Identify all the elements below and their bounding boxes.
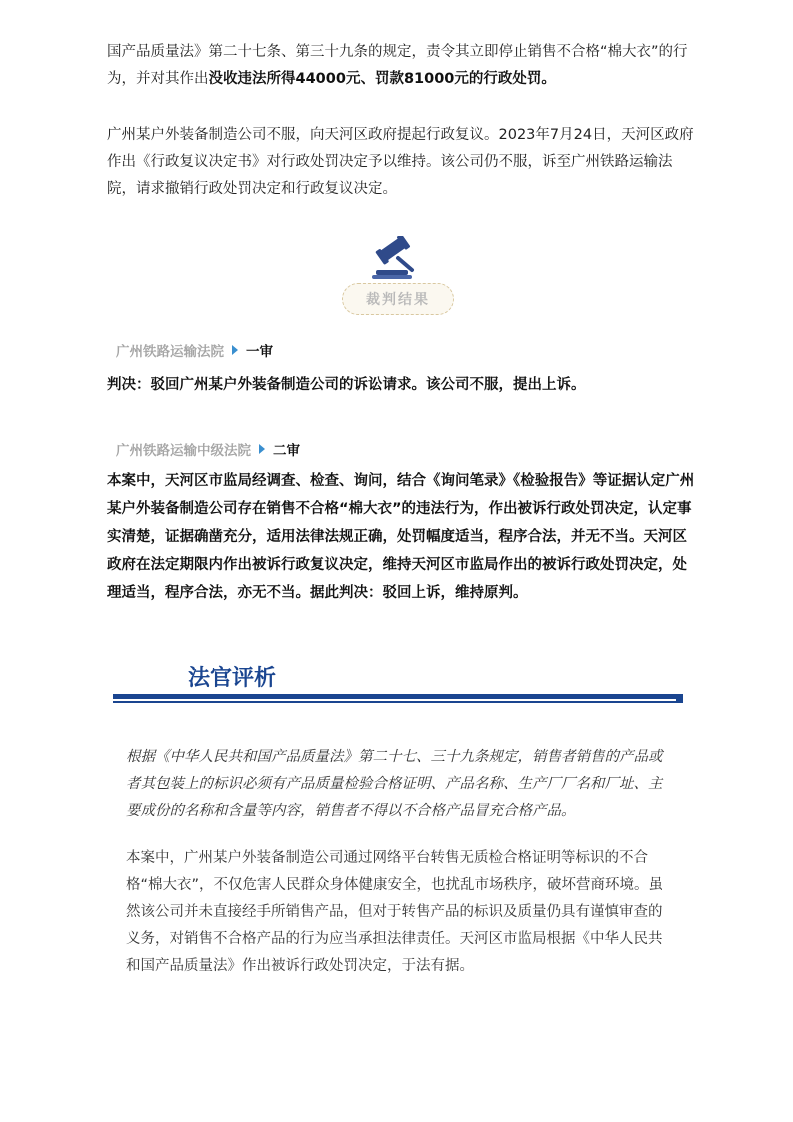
commentary-title: 法官评析: [188, 666, 277, 691]
verdict-section-badge: 裁判结果: [342, 283, 454, 315]
second-instance-reasoning: 本案中，天河区市监局经调查、检查、询问，结合《询问笔录》《检验报告》等证据认定广州某户外装备制造公司存在销售不合格“棉大衣”的违法行为，作出被诉行政处罚决定，认定事实清楚，证据确凿充分，适用法律法规正确，处罚幅度适当，程序合法，并无不当。天河区政府在法定期限内作出被诉行政复议决定，维持天河区市监局作出的被诉行政处罚决定，处理适当，程序合法，亦无不当。据此判决：: [107, 473, 695, 601]
penalty-text: 国产品质量法》第二十七条、第三十九条的规定，责令其立即停止销售不合格“棉大衣”的行为，并对其作出: [107, 44, 688, 87]
second-instance-header: [116, 439, 300, 459]
first-instance-court: 广州铁路运输法院: [116, 344, 224, 360]
caret-right-icon: [232, 345, 238, 355]
commentary-title-underline: [113, 694, 683, 699]
commentary-analysis: 本案中，广州某户外装备制造公司通过网络平台转售无质检合格证明等标识的不合格“棉大衣”，不仅危害人民群众身体健康安全，也扰乱市场秩序，破坏营商环境。虽然该公司并未直接经手所销售产品，但对于转售产品的标识及质量仍具有谨慎审查的义务，对销售不合格产品的行为应当承担法律责任。天河区市监局根据《中华人民共和国产品质量法》作出被诉行政处罚决定，于法有据。: [126, 850, 664, 974]
first-instance-judgment: 判决：驳回广州某户外装备制造公司的诉讼请求。该公司不服，提出上诉。: [107, 377, 586, 393]
caret-right-icon: [259, 444, 265, 454]
commentary-legal-basis: 根据《中华人民共和国产品质量法》第二十七、三十九条规定，销售者销售的产品或者其包装上的标识必须有产品质量检验合格证明、产品名称、生产厂厂名和厂址、主要成份的名称和含量等内容，销售者不得以不合格产品冒充合格产品。: [126, 749, 663, 819]
penalty-amount-text: 没收违法所得44000元、罚款81000元的行政处罚。: [208, 71, 556, 87]
second-instance-court: 广州铁路运输中级法院: [116, 443, 251, 459]
case-paragraph-penalty: [107, 39, 695, 93]
second-instance-stage: 二审: [273, 443, 300, 459]
commentary-title-underline-end: [676, 694, 683, 703]
commentary-title-underline-thin: [113, 701, 683, 703]
second-instance-judgment: [107, 467, 695, 607]
second-instance-ruling: 驳回上诉，维持原判。: [382, 585, 528, 601]
first-instance-header: [116, 340, 273, 360]
first-instance-stage: 一审: [246, 344, 273, 360]
case-paragraph-appeal: 广州某户外装备制造公司不服，向天河区政府提起行政复议。2023年7月24日，天河区政府作出《行政复议决定书》对行政处罚决定予以维持。该公司仍不服，诉至广州铁路运输法院，请求撤销行政处罚决定和行政复议决定。: [107, 127, 694, 197]
gavel-icon: [370, 236, 426, 280]
